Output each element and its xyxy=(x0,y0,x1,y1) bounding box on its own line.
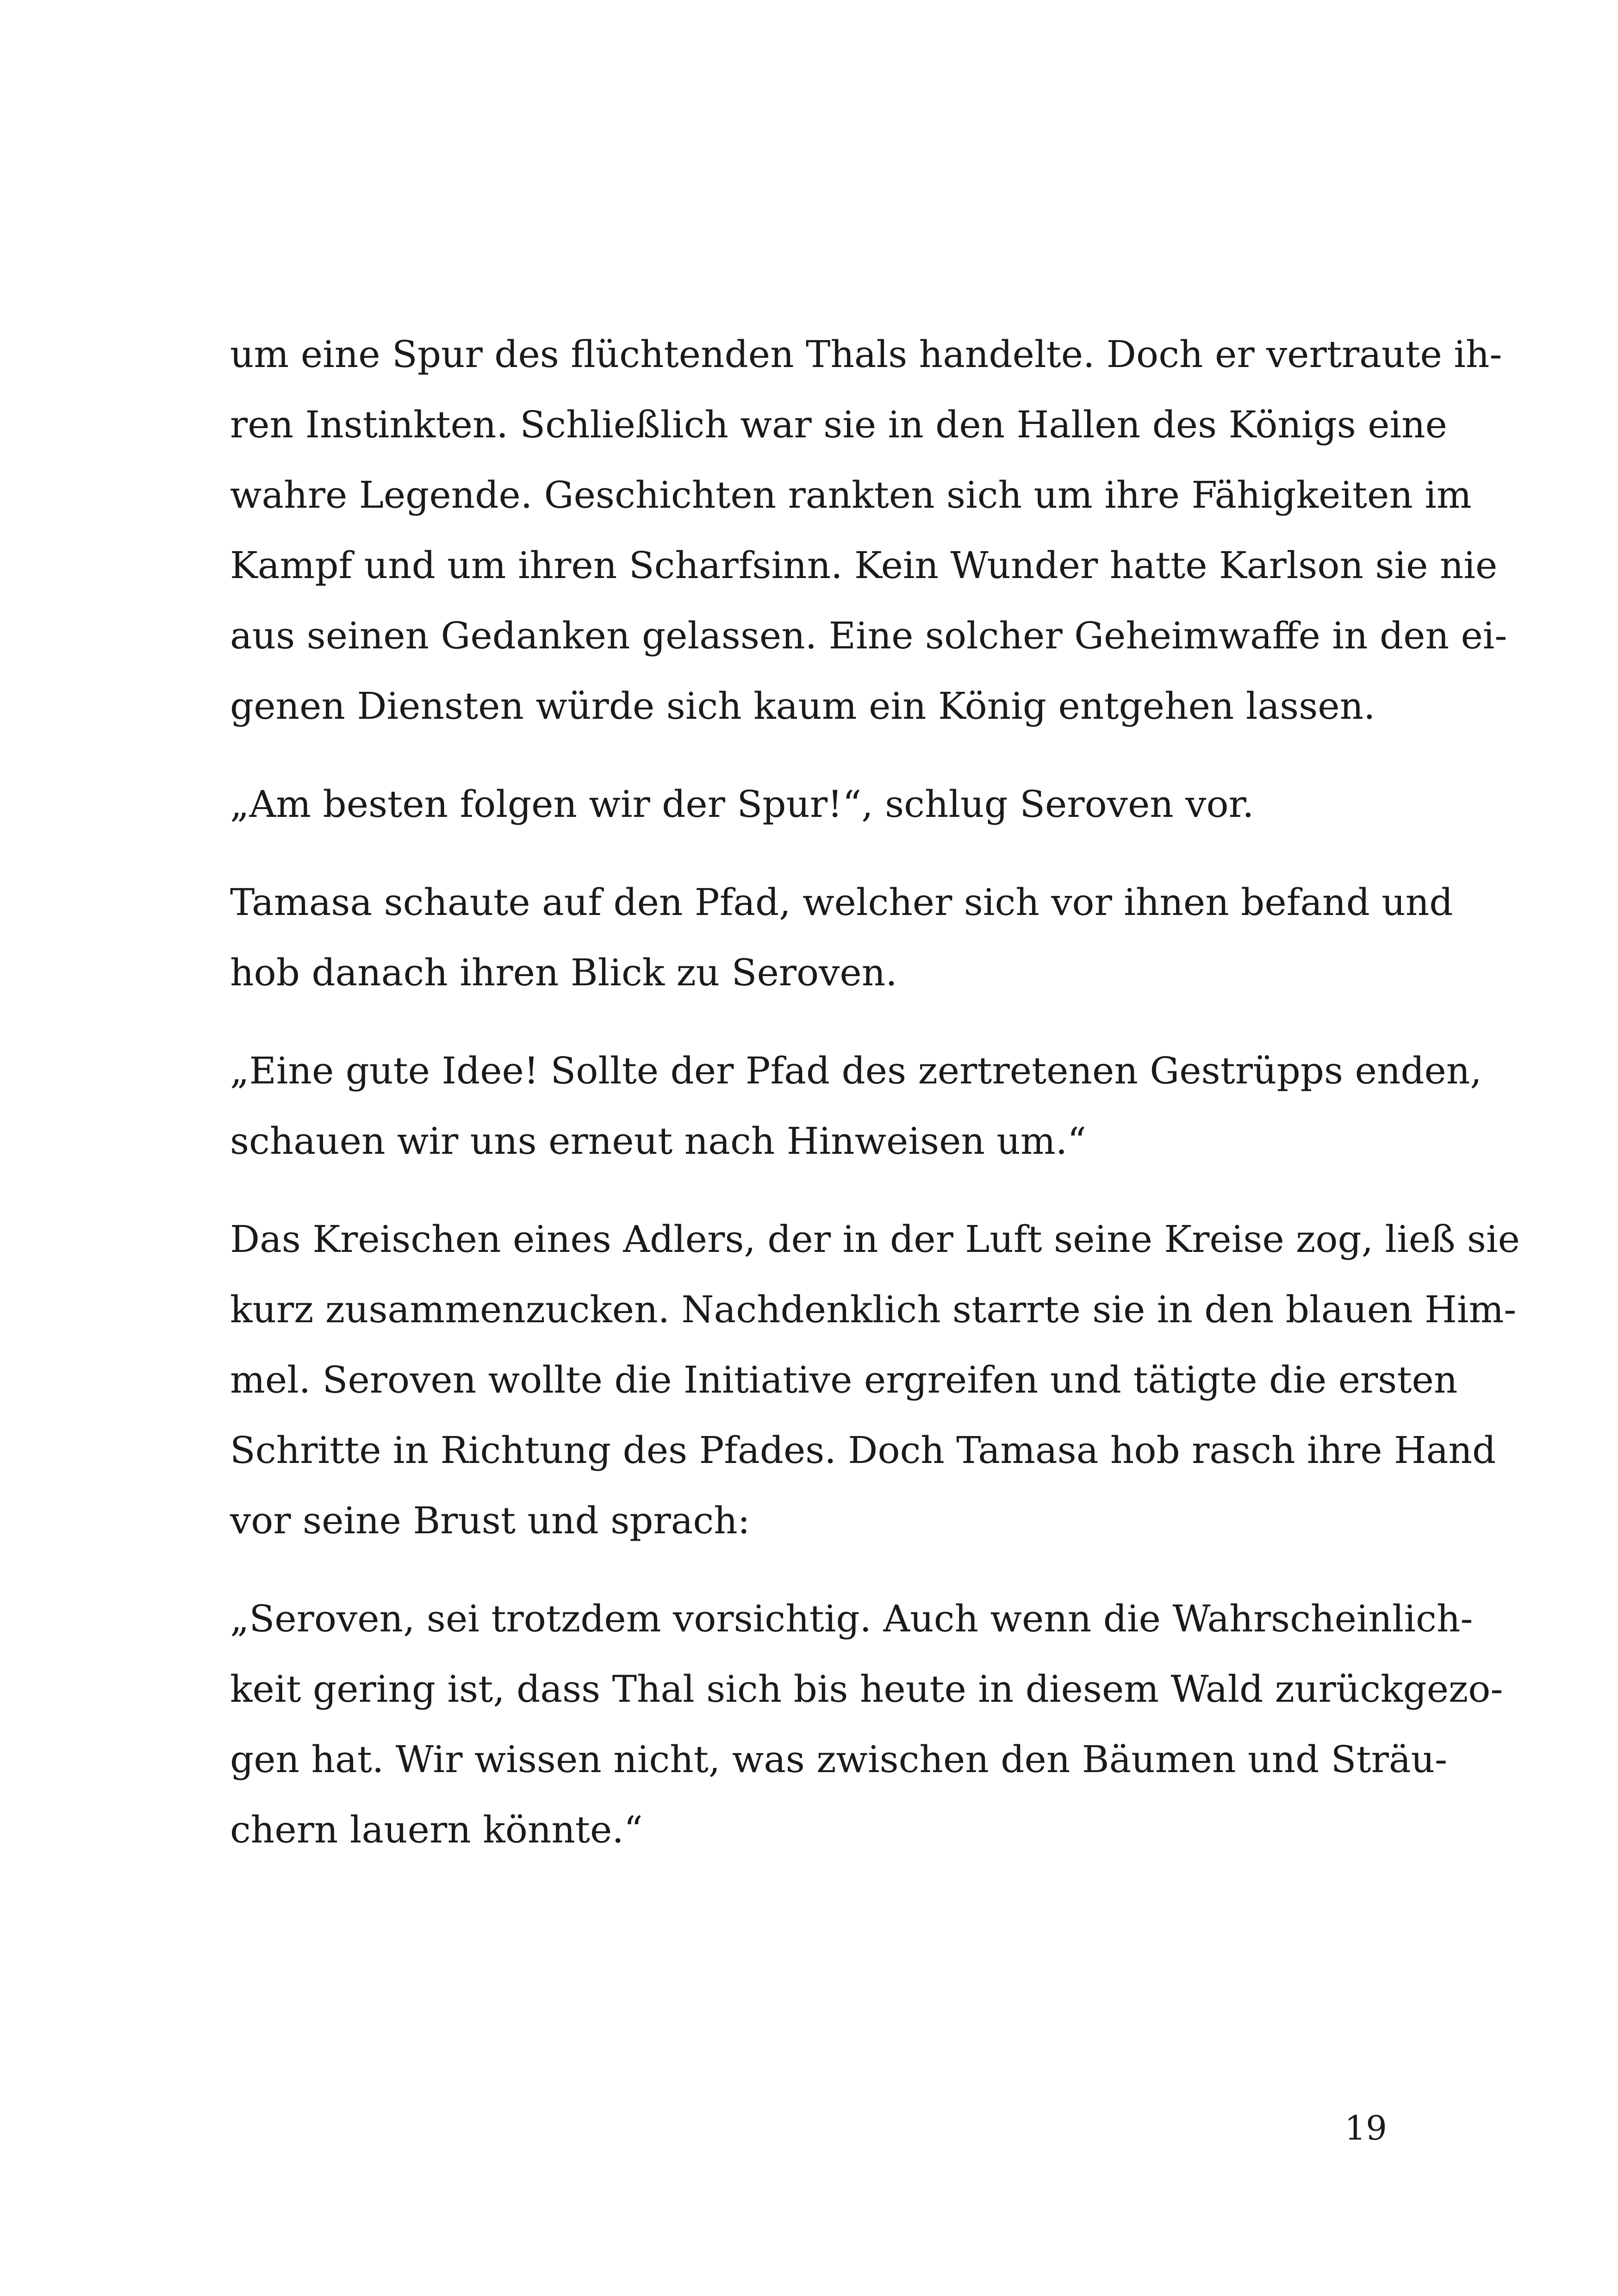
body-text xyxy=(230,319,1520,1893)
text-line: ren Instinkten. Schließlich war sie in den Hallen des Königs eine xyxy=(230,403,1447,446)
text-line: gen hat. Wir wissen nicht, was zwischen den Bäumen und Sträu- xyxy=(230,1738,1448,1781)
text-line: Tamasa schaute auf den Pfad, welcher sich vor ihnen befand und xyxy=(230,881,1453,924)
text-line: genen Diensten würde sich kaum ein König entgehen lassen. xyxy=(230,684,1375,728)
text-line: wahre Legende. Geschichten rankten sich um ihre Fähigkeiten im xyxy=(230,473,1472,516)
text-line: „Am besten folgen wir der Spur!“, schlug Seroven vor. xyxy=(230,783,1254,826)
text-line: chern lauern könnte.“ xyxy=(230,1808,643,1851)
text-line: Kampf und um ihren Scharfsinn. Kein Wunder hatte Karlson sie nie xyxy=(230,544,1498,587)
paragraph xyxy=(230,867,1453,1008)
paragraph xyxy=(230,1204,1520,1556)
text-line: Das Kreischen eines Adlers, der in der Luft seine Kreise zog, ließ sie xyxy=(230,1218,1520,1261)
text-line: kurz zusammenzucken. Nachdenklich starrte sie in den blauen Him- xyxy=(230,1288,1517,1331)
text-line: aus seinen Gedanken gelassen. Eine solcher Geheimwaffe in den ei- xyxy=(230,614,1507,657)
text-line: schauen wir uns erneut nach Hinweisen um.“ xyxy=(230,1120,1087,1163)
text-line: Schritte in Richtung des Pfades. Doch Tamasa hob rasch ihre Hand xyxy=(230,1429,1496,1472)
text-line: „Eine gute Idee! Sollte der Pfad des zertretenen Gestrüpps enden, xyxy=(230,1049,1482,1092)
text-line: hob danach ihren Blick zu Seroven. xyxy=(230,951,897,994)
paragraph xyxy=(230,319,1507,741)
page-number: 19 xyxy=(1344,2109,1387,2147)
text-line: keit gering ist, dass Thal sich bis heute in diesem Wald zurückgezo- xyxy=(230,1668,1503,1711)
paragraph xyxy=(230,769,1387,840)
text-line: mel. Seroven wollte die Initiative ergreifen und tätigte die ersten xyxy=(230,1358,1458,1401)
paragraph xyxy=(230,1036,1482,1176)
text-line: „Seroven, sei trotzdem vorsichtig. Auch wenn die Wahrscheinlich- xyxy=(230,1597,1473,1640)
text-line: vor seine Brust und sprach: xyxy=(230,1499,750,1542)
paragraph xyxy=(230,1584,1503,1865)
text-line: um eine Spur des flüchtenden Thals handelte. Doch er vertraute ih- xyxy=(230,333,1502,376)
